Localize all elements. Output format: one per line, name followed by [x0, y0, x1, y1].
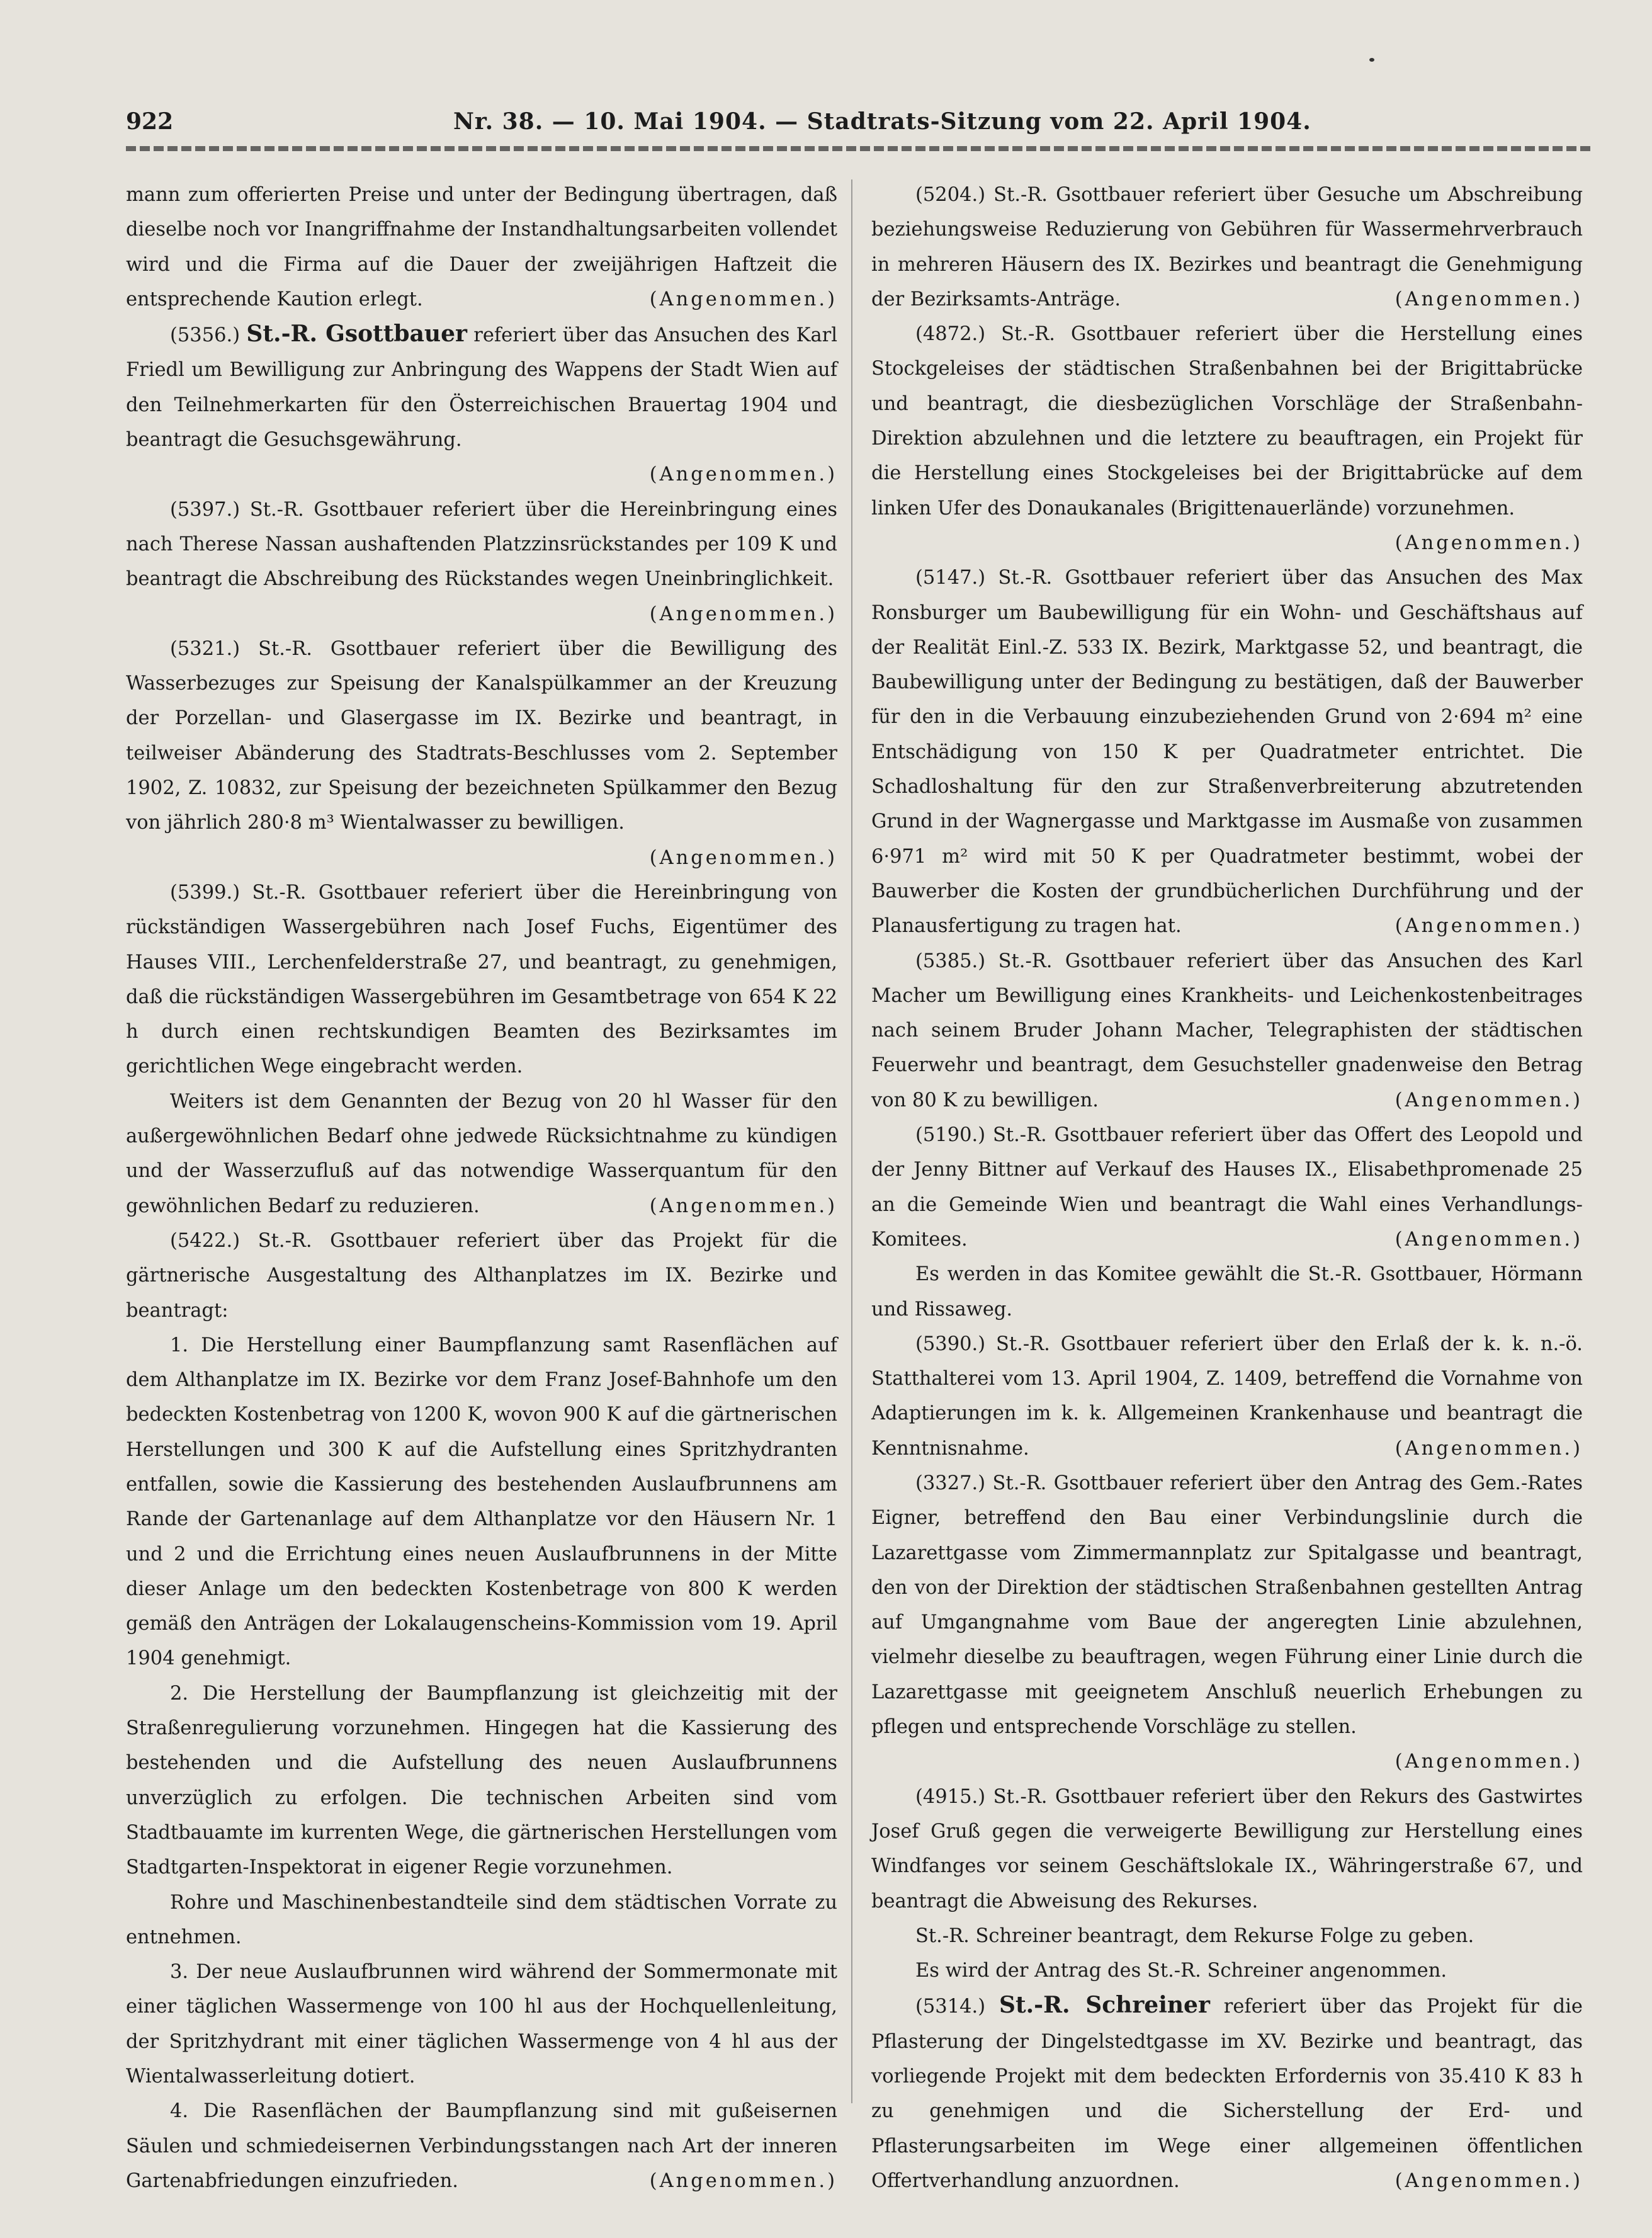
- paragraph-text: 1. Die Herstellung einer Baumpflanzung samt Rasenflächen auf dem Althanplatze im IX. Bezirke vor dem Franz Josef-Bahnhofe um den bedeckten Kostenbetrag von 1200 K, wovon 900 K auf die gärtnerischen Herstellungen und 300 K auf die Aufstellung eines Spritzhydranten entfallen, sowie die Kassierung des bestehenden Auslaufbrunnens am Rande der Gartenanlage auf dem Althanplatze vor den Häusern Nr. 1 und 2 und die Errichtung eines neuen Auslaufbrunnens in der Mitte dieser Anlage um den bedeckten Kostenbetrage von 800 K werden gemäß den Anträgen der Lokalaugenscheins-Kommission vom 19. April 1904 genehmigt.: [126, 1334, 837, 1670]
- paragraph-text: (4915.) St.-R. Gsottbauer referiert über den Rekurs des Gastwirtes Josef Gruß gegen die verweigerte Bewilligung zur Herstellung eines Windfanges vor seinem Geschäftslokale IX., Währingerstraße 67, und beantragt die Abweisung des Rekurses.: [871, 1785, 1583, 1912]
- paragraph-text: Rohre und Maschinenbestandteile sind dem städtischen Vorrate zu entnehmen.: [126, 1891, 837, 1948]
- right_column-paragraph: [871, 317, 1583, 526]
- paragraph-text: (5204.) St.-R. Gsottbauer referiert über Gesuche um Abschreibung beziehungsweise Reduzierung von Gebühren für Wassermehrverbrauch in mehreren Häusern des IX. Bezirkes und beantragt die Genehmigung der Bezirksamts-Anträge.: [871, 184, 1583, 310]
- right_column-paragraph: [871, 1466, 1583, 1780]
- paragraph-text: (5147.) St.-R. Gsottbauer referiert über das Ansuchen des Max Ronsburger um Baubewilligung für ein Wohn- und Geschäftshaus auf der Realität Einl.-Z. 533 IX. Bezirk, Marktgasse 52, und beantragt, die Baubewilligung unter der Bedingung zu bestätigen, daß der Bauwerber für den in die Verbauung einzubeziehenden Grund von 2·694 m² eine Entschädigung von 150 K per Quadratmeter entrichtet. Die Schadloshaltung für den zur Straßenverbreiterung abzutretenden Grund in der Wagnergasse und Marktgasse im Ausmaße von zusammen 6·971 m² wird mit 50 K per Quadratmeter bestimmt, wobei der Bauwerber die Kosten der grundbücherlichen Durchführung und der Planausfertigung zu tragen hat.: [871, 567, 1583, 938]
- left_column-paragraph: [126, 632, 837, 841]
- accepted-note: (Angenommen.): [1395, 1228, 1583, 1251]
- left_column-paragraph: [126, 1328, 837, 1676]
- right-column: [871, 178, 1583, 2192]
- paragraph-text: (3327.) St.-R. Gsottbauer referiert über den Antrag des Gem.-Rates Eigner, betreffend den Bau einer Verbindungslinie durch die Lazarettgasse vom Zimmermannplatz zur Spitalgasse und beantragt, den von der Direktion der städtischen Straßenbahnen gestellten Antrag auf Umgangnahme vom Baue der angeregten Linie abzulehnen, vielmehr dieselbe zu beauftragen, wegen Führung einer Linie durch die Lazarettgasse mit geeignetem Anschluß neuerlich Erhebungen zu pflegen und entsprechende Vorschläge zu stellen.: [871, 1472, 1583, 1739]
- item-number: (5356.): [170, 324, 247, 347]
- item-number: (5314.): [915, 1996, 999, 2018]
- accepted-note: (Angenommen.): [1395, 288, 1583, 310]
- paragraph-text: (5190.) St.-R. Gsottbauer referiert über das Offert des Leopold und der Jenny Bittner auf Verkauf des Hauses IX., Elisabethpromenade 25 an die Gemeinde Wien und beantragt die Wahl eines Verhandlungs-Komitees.: [871, 1124, 1583, 1251]
- paragraph-text: referiert über das Ansuchen des Karl Friedl um Bewilligung zur Anbringung des Wappens der Stadt Wien auf den Teilnehmerkarten für den Österreichischen Brauertag 1904 und beantragt die Gesuchsgewährung.: [126, 324, 837, 452]
- left_column-paragraph: [126, 1676, 837, 1885]
- accepted-note: (Angenommen.): [1395, 2169, 1583, 2192]
- paragraph-text: Weiters ist dem Genannten der Bezug von 20 hl Wasser für den außergewöhnlichen Bedarf ohne jedwede Rücksichtnahme zu kündigen und der Wasserzufluß auf das notwendige Wasserquantum für den gewöhnlichen Bedarf zu reduzieren.: [126, 1090, 837, 1217]
- right_column-paragraph: [871, 1919, 1583, 1953]
- accepted-note: (Angenommen.): [1395, 531, 1583, 554]
- left_column-paragraph: [126, 1084, 837, 1224]
- left_column-paragraph: [126, 1224, 837, 1328]
- column-divider: [851, 179, 852, 2103]
- accepted-note: (Angenommen.): [1395, 1751, 1583, 1773]
- paragraph-text: 2. Die Herstellung der Baumpflanzung ist gleichzeitig mit der Straßenregulierung vorzunehmen. Hingegen hat die Kassierung des bestehenden und die Aufstellung des neuen Auslaufbrunnens unverzüglich zu erfolgen. Die technischen Arbeiten sind vom Stadtbauamte im kurrenten Wege, die gärtnerischen Herstellungen vom Stadtgarten-Inspektorat in eigener Regie vorzunehmen.: [126, 1682, 837, 1879]
- right_column-paragraph: [871, 178, 1583, 317]
- header-rule: [126, 146, 1593, 151]
- right_column-paragraph: [871, 1118, 1583, 1257]
- page-title: Nr. 38. — 10. Mai 1904. — Stadtrats-Sitzung vom 22. April 1904.: [453, 108, 1311, 135]
- paragraph-text: (5399.) St.-R. Gsottbauer referiert über die Hereinbringung von rückständigen Wassergebühren nach Josef Fuchs, Eigentümer des Hauses VIII., Lerchenfelderstraße 27, und beantragt, zu genehmigen, daß die rückständigen Wassergebühren im Gesamtbetrage von 654 K 22 h durch einen rechtskundigen Beamten des Bezirksamtes im gerichtlichen Wege eingebracht werden.: [126, 881, 837, 1078]
- accepted-note: (Angenommen.): [649, 846, 837, 869]
- speaker-name: St.-R. Schreiner: [999, 1992, 1210, 2019]
- page-number: 922: [126, 108, 174, 135]
- paragraph-text: (5397.) St.-R. Gsottbauer referiert über die Hereinbringung eines nach Therese Nassan aushaftenden Platzzinsrückstandes per 109 K und beantragt die Abschreibung des Rückstandes wegen Uneinbringlichkeit.: [126, 498, 837, 591]
- paragraph-text: Es wird der Antrag des St.-R. Schreiner angenommen.: [915, 1960, 1447, 1982]
- left_column-paragraph: [126, 492, 837, 632]
- paragraph-text: (5321.) St.-R. Gsottbauer referiert über die Bewilligung des Wasserbezuges zur Speisung der Kanalspülkammer an der Kreuzung der Porzellan- und Glasergasse im IX. Bezirke und beantragt, in teilweiser Abänderung des Stadtrats-Beschlusses vom 2. September 1902, Z. 10832, zur Speisung der bezeichneten Spülkammer den Bezug von jährlich 280·8 m³ Wientalwasser zu bewilligen.: [126, 637, 837, 834]
- paragraph-text: (4872.) St.-R. Gsottbauer referiert über die Herstellung eines Stockgeleises der städtischen Straßenbahnen bei der Brigittabrücke und beantragt, die diesbezüglichen Vorschläge der Straßenbahn-Direktion abzulehnen und die letztere zu beauftragen, ein Projekt für die Herstellung eines Stockgeleises bei der Brigittabrücke auf dem linken Ufer des Donaukanales (Brigittenauerlände) vorzunehmen.: [871, 323, 1583, 520]
- paragraph-text: referiert über das Projekt für die Pflasterung der Dingelstedtgasse im XV. Bezirke und beantragt, das vorliegende Projekt mit dem bedeckten Erfordernis von 35.410 K 83 h zu genehmigen und die Sicherstellung der Erd- und Pflasterungsarbeiten im Wege einer allgemeinen öffentlichen Offertverhandlung anzuordnen.: [871, 1996, 1583, 2192]
- accepted-note: (Angenommen.): [1395, 1089, 1583, 1111]
- paragraph-text: 4. Die Rasenflächen der Baumpflanzung sind mit gußeisernen Säulen und schmiedeisernen Verbindungsstangen nach Art der inneren Gartenabfriedungen einzufrieden.: [126, 2100, 837, 2192]
- left_column-paragraph: [126, 317, 837, 457]
- speaker-name: St.-R. Gsottbauer: [246, 321, 467, 348]
- paragraph-text: St.-R. Schreiner beantragt, dem Rekurse Folge zu geben.: [915, 1924, 1474, 1947]
- paragraph-text: mann zum offerierten Preise und unter der Bedingung übertragen, daß dieselbe noch vor Inangriffnahme der Instandhaltungsarbeiten vollendet wird und die Firma auf die Dauer der zweijährigen Haftzeit die entsprechende Kaution erlegt.: [126, 184, 837, 310]
- left_column-paragraph: [126, 875, 837, 1084]
- page-header: [126, 102, 1580, 140]
- accepted-note: (Angenommen.): [649, 603, 837, 625]
- right_column-paragraph: [871, 1780, 1583, 1919]
- paragraph-text: (5422.) St.-R. Gsottbauer referiert über das Projekt für die gärtnerische Ausgestaltung des Althanplatzes im IX. Bezirke und beantragt:: [126, 1229, 837, 1322]
- accepted-note: (Angenommen.): [649, 2169, 837, 2192]
- right_column-paragraph: [871, 1327, 1583, 1466]
- paragraph-text: (5385.) St.-R. Gsottbauer referiert über das Ansuchen des Karl Macher um Bewilligung eines Krankheits- und Leichenkostenbeitrages nach seinem Bruder Johann Macher, Telegraphisten der städtischen Feuerwehr und beantragt, dem Gesuchsteller gnadenweise den Betrag von 80 K zu bewilligen.: [871, 950, 1583, 1111]
- accepted-note: (Angenommen.): [1395, 1437, 1583, 1460]
- left_column-paragraph: [126, 2094, 837, 2198]
- right_column-paragraph: [871, 944, 1583, 1118]
- accepted-note: (Angenommen.): [1395, 915, 1583, 938]
- left_column-paragraph: [126, 1885, 837, 1955]
- left-column: [126, 178, 837, 2192]
- paragraph-text: Es werden in das Komitee gewählt die St.-R. Gsottbauer, Hörmann und Rissaweg.: [871, 1263, 1583, 1321]
- right_column-paragraph: [871, 560, 1583, 943]
- left_column-paragraph: [126, 178, 837, 317]
- right_column-paragraph: [871, 1953, 1583, 1988]
- paragraph-text: 3. Der neue Auslaufbrunnen wird während der Sommermonate mit einer täglichen Wassermenge von 100 hl aus der Hochquellenleitung, der Spritzhydrant mit einer täglichen Wassermenge von 4 hl aus der Wientalwasserleitung dotiert.: [126, 1961, 837, 2088]
- speck-mark: [1369, 58, 1374, 62]
- accepted-note: (Angenommen.): [649, 1195, 837, 1217]
- right_column-paragraph: [871, 1988, 1583, 2198]
- accepted-note: (Angenommen.): [649, 463, 837, 486]
- right_column-paragraph: [871, 1257, 1583, 1327]
- accepted-note: (Angenommen.): [649, 288, 837, 310]
- left_column-paragraph: [126, 1955, 837, 2094]
- paragraph-text: (5390.) St.-R. Gsottbauer referiert über den Erlaß der k. k. n.-ö. Statthalterei vom 13. April 1904, Z. 1409, betreffend die Vornahme von Adaptierungen im k. k. Allgemeinen Krankenhause und beantragt die Kenntnisnahme.: [871, 1332, 1583, 1460]
